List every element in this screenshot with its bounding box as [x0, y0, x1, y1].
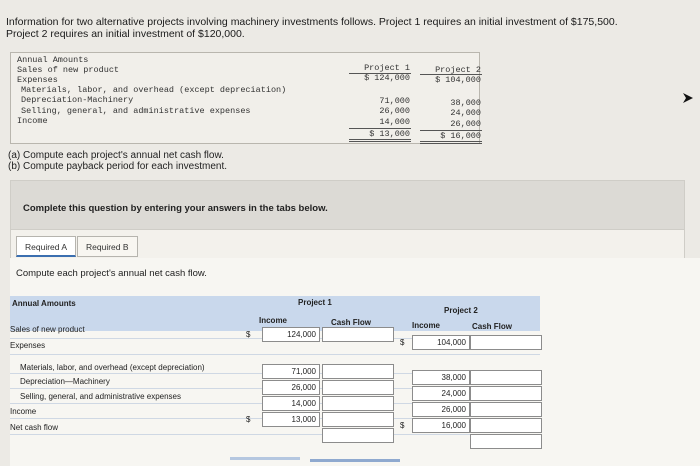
- answer-row-income: Income: [10, 407, 37, 416]
- p2-sales-cashflow-input[interactable]: [470, 335, 542, 350]
- answer-row-sga: Selling, general, and administrative expenses: [20, 392, 181, 401]
- p1-sales-income-input[interactable]: 124,000: [262, 327, 320, 342]
- src-row-annual: Annual Amounts: [17, 55, 89, 65]
- answer-row-net-cash-flow: Net cash flow: [10, 423, 59, 432]
- source-data-table: [10, 52, 480, 144]
- src-p1-exp-0: 71,000: [379, 96, 410, 106]
- p1-income-currency: $: [246, 415, 251, 424]
- p2-sales-currency: $: [400, 338, 405, 347]
- src-p2-header: Project 2: [435, 65, 481, 75]
- scroll-indicator-2[interactable]: [310, 459, 400, 462]
- src-row-income: Income: [17, 116, 48, 126]
- p2-net-cashflow-input[interactable]: [470, 434, 542, 449]
- src-row-materials: Materials, labor, and overhead (except depreciation): [21, 85, 287, 95]
- p1-materials-cashflow-input[interactable]: [322, 364, 394, 379]
- src-p2-exp-0: 38,000: [450, 98, 481, 108]
- p1-depreciation-cashflow-input[interactable]: [322, 380, 394, 395]
- answer-row-depreciation: Depreciation—Machinery: [20, 377, 110, 386]
- p1-sga-income-input[interactable]: 14,000: [262, 396, 320, 411]
- answer-p1-cashflow-col: Cash Flow: [331, 318, 372, 327]
- tab-bar: [10, 229, 685, 259]
- tab-required-a[interactable]: Required A: [16, 236, 76, 257]
- answer-panel: [10, 258, 700, 466]
- p2-depreciation-income-input[interactable]: 24,000: [412, 386, 470, 401]
- p1-net-cashflow-input[interactable]: [322, 428, 394, 443]
- answer-prompt: Compute each project's annual net cash flow.: [16, 268, 207, 279]
- p2-materials-cashflow-input[interactable]: [470, 370, 542, 385]
- p2-income-currency: $: [400, 421, 405, 430]
- p1-income-input[interactable]: 13,000: [262, 412, 320, 427]
- src-p1-header: Project 1: [364, 63, 410, 73]
- question-a: (a) Compute each project's annual net cash flow.: [8, 150, 224, 161]
- src-row-expenses: Expenses: [17, 75, 58, 85]
- answer-p1-income-col: Income: [259, 316, 288, 325]
- answer-project1-header: Project 1: [298, 298, 332, 307]
- p2-sga-income-input[interactable]: 26,000: [412, 402, 470, 417]
- src-p1-income: $ 13,000: [369, 129, 410, 139]
- p2-materials-income-input[interactable]: 38,000: [412, 370, 470, 385]
- src-p1-exp-1: 26,000: [379, 106, 410, 116]
- answer-row-sales: Sales of new product: [10, 325, 85, 334]
- answer-row-materials: Materials, labor, and overhead (except depreciation): [20, 363, 205, 372]
- src-p1-sales: $ 124,000: [364, 73, 410, 83]
- src-row-sga: Selling, general, and administrative expenses: [21, 106, 251, 116]
- p2-depreciation-cashflow-input[interactable]: [470, 386, 542, 401]
- question-b: (b) Compute payback period for each investment.: [8, 161, 227, 172]
- answer-table: [10, 296, 540, 466]
- answer-p2-cashflow-col: Cash Flow: [472, 322, 513, 331]
- p1-sga-cashflow-input[interactable]: [322, 396, 394, 411]
- intro-line-1: Information for two alternative projects involving machinery investments follows. Project 1 requires an initial investment of $175,500.: [6, 16, 618, 28]
- p2-income-input[interactable]: 16,000: [412, 418, 470, 433]
- p2-income-cashflow-input[interactable]: [470, 418, 542, 433]
- src-p2-exp-2: 26,000: [450, 119, 481, 129]
- p1-materials-income-input[interactable]: 71,000: [262, 364, 320, 379]
- src-row-sales: Sales of new product: [17, 65, 120, 75]
- p1-income-cashflow-input[interactable]: [322, 412, 394, 427]
- answer-row-expenses: Expenses: [10, 341, 46, 350]
- answer-header-label: Annual Amounts: [12, 299, 76, 308]
- question-list: [8, 150, 227, 172]
- answer-project2-header: Project 2: [444, 306, 478, 315]
- p2-sales-income-input[interactable]: 104,000: [412, 335, 470, 350]
- src-p1-exp-2: 14,000: [379, 117, 410, 127]
- intro-line-2: Project 2 requires an initial investment of $120,000.: [6, 28, 245, 40]
- p2-sga-cashflow-input[interactable]: [470, 402, 542, 417]
- src-p2-income: $ 16,000: [440, 131, 481, 141]
- p1-sales-cashflow-input[interactable]: [322, 327, 394, 342]
- p1-depreciation-income-input[interactable]: 26,000: [262, 380, 320, 395]
- src-p2-exp-1: 24,000: [450, 108, 481, 118]
- src-row-depreciation: Depreciation-Machinery: [21, 95, 134, 105]
- instructions-text: Complete this question by entering your answers in the tabs below.: [23, 203, 328, 214]
- tab-required-b[interactable]: Required B: [77, 236, 138, 257]
- problem-intro: [6, 16, 666, 40]
- answer-p2-income-col: Income: [412, 321, 441, 330]
- src-p2-sales: $ 104,000: [435, 75, 481, 85]
- cursor-icon: [682, 92, 694, 104]
- p1-sales-currency: $: [246, 330, 251, 339]
- scroll-indicator[interactable]: [230, 457, 300, 460]
